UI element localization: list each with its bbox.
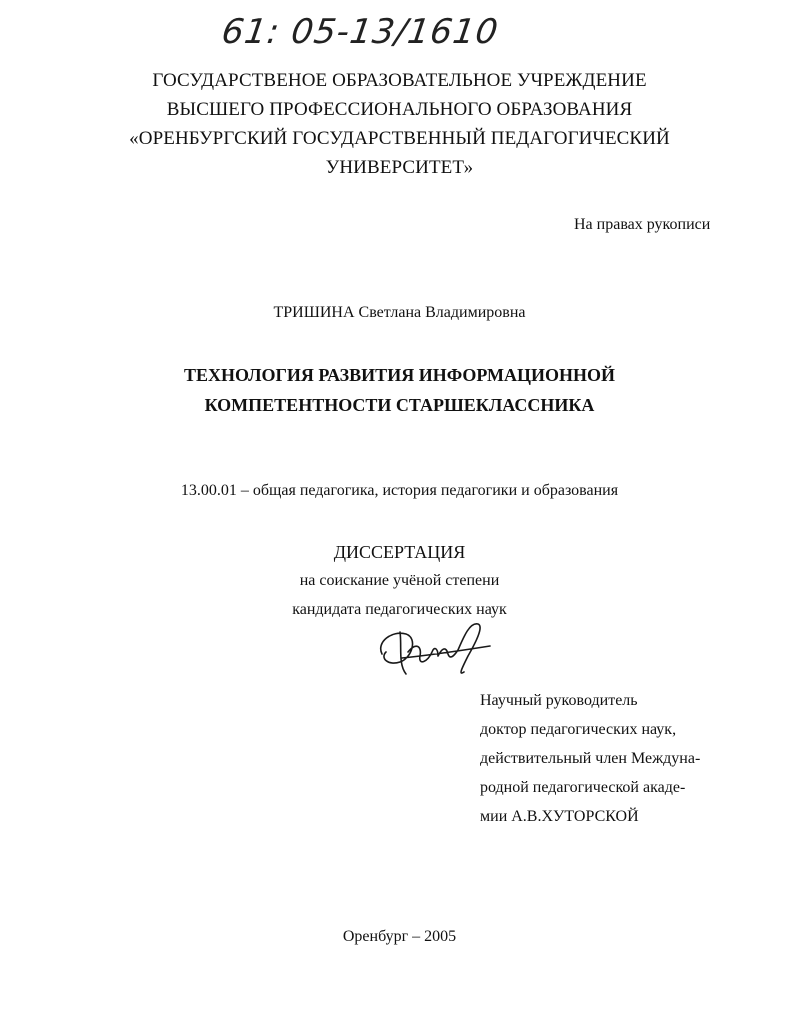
supervisor-line: доктор педагогических наук, xyxy=(480,721,677,738)
signature-icon xyxy=(372,612,496,680)
institution-header xyxy=(0,66,799,182)
dissertation-title xyxy=(0,360,799,420)
supervisor-line: Научный руководитель xyxy=(480,692,638,709)
author-surname: ТРИШИНА xyxy=(273,304,355,321)
supervisor-line: мии А.В.ХУТОРСКОЙ xyxy=(480,808,639,825)
institution-line: ВЫСШЕГО ПРОФЕССИОНАЛЬНОГО ОБРАЗОВАНИЯ xyxy=(166,99,633,120)
specialty-code: 13.00.01 – общая педагогика, история педагогики и образования xyxy=(180,482,619,499)
title-line: КОМПЕТЕНТНОСТИ СТАРШЕКЛАССНИКА xyxy=(204,395,595,415)
author-name xyxy=(0,304,799,322)
institution-line: ГОСУДАРСТВЕНОЕ ОБРАЗОВАТЕЛЬНОЕ УЧРЕЖДЕНИЕ xyxy=(152,70,647,91)
institution-line: УНИВЕРСИТЕТ» xyxy=(325,157,474,178)
institution-line: «ОРЕНБУРГСКИЙ ГОСУДАРСТВЕННЫЙ ПЕДАГОГИЧЕСКИЙ xyxy=(129,128,670,149)
degree-line: на соискание учёной степени xyxy=(299,572,500,589)
author-given-names: Светлана Владимировна xyxy=(358,304,526,321)
archive-number: 61: 05-13/1610 xyxy=(219,12,502,52)
place-year: Оренбург – 2005 xyxy=(342,928,457,945)
degree-line: кандидата педагогических наук xyxy=(292,601,507,618)
supervisor-line: родной педагогической акаде- xyxy=(480,779,686,796)
manuscript-note: На правах рукописи xyxy=(574,216,711,233)
degree-heading: ДИССЕРТАЦИЯ xyxy=(333,542,466,562)
supervisor-line: действительный член Междуна- xyxy=(480,750,701,767)
supervisor-block xyxy=(480,686,700,831)
title-line: ТЕХНОЛОГИЯ РАЗВИТИЯ ИНФОРМАЦИОННОЙ xyxy=(183,365,616,385)
